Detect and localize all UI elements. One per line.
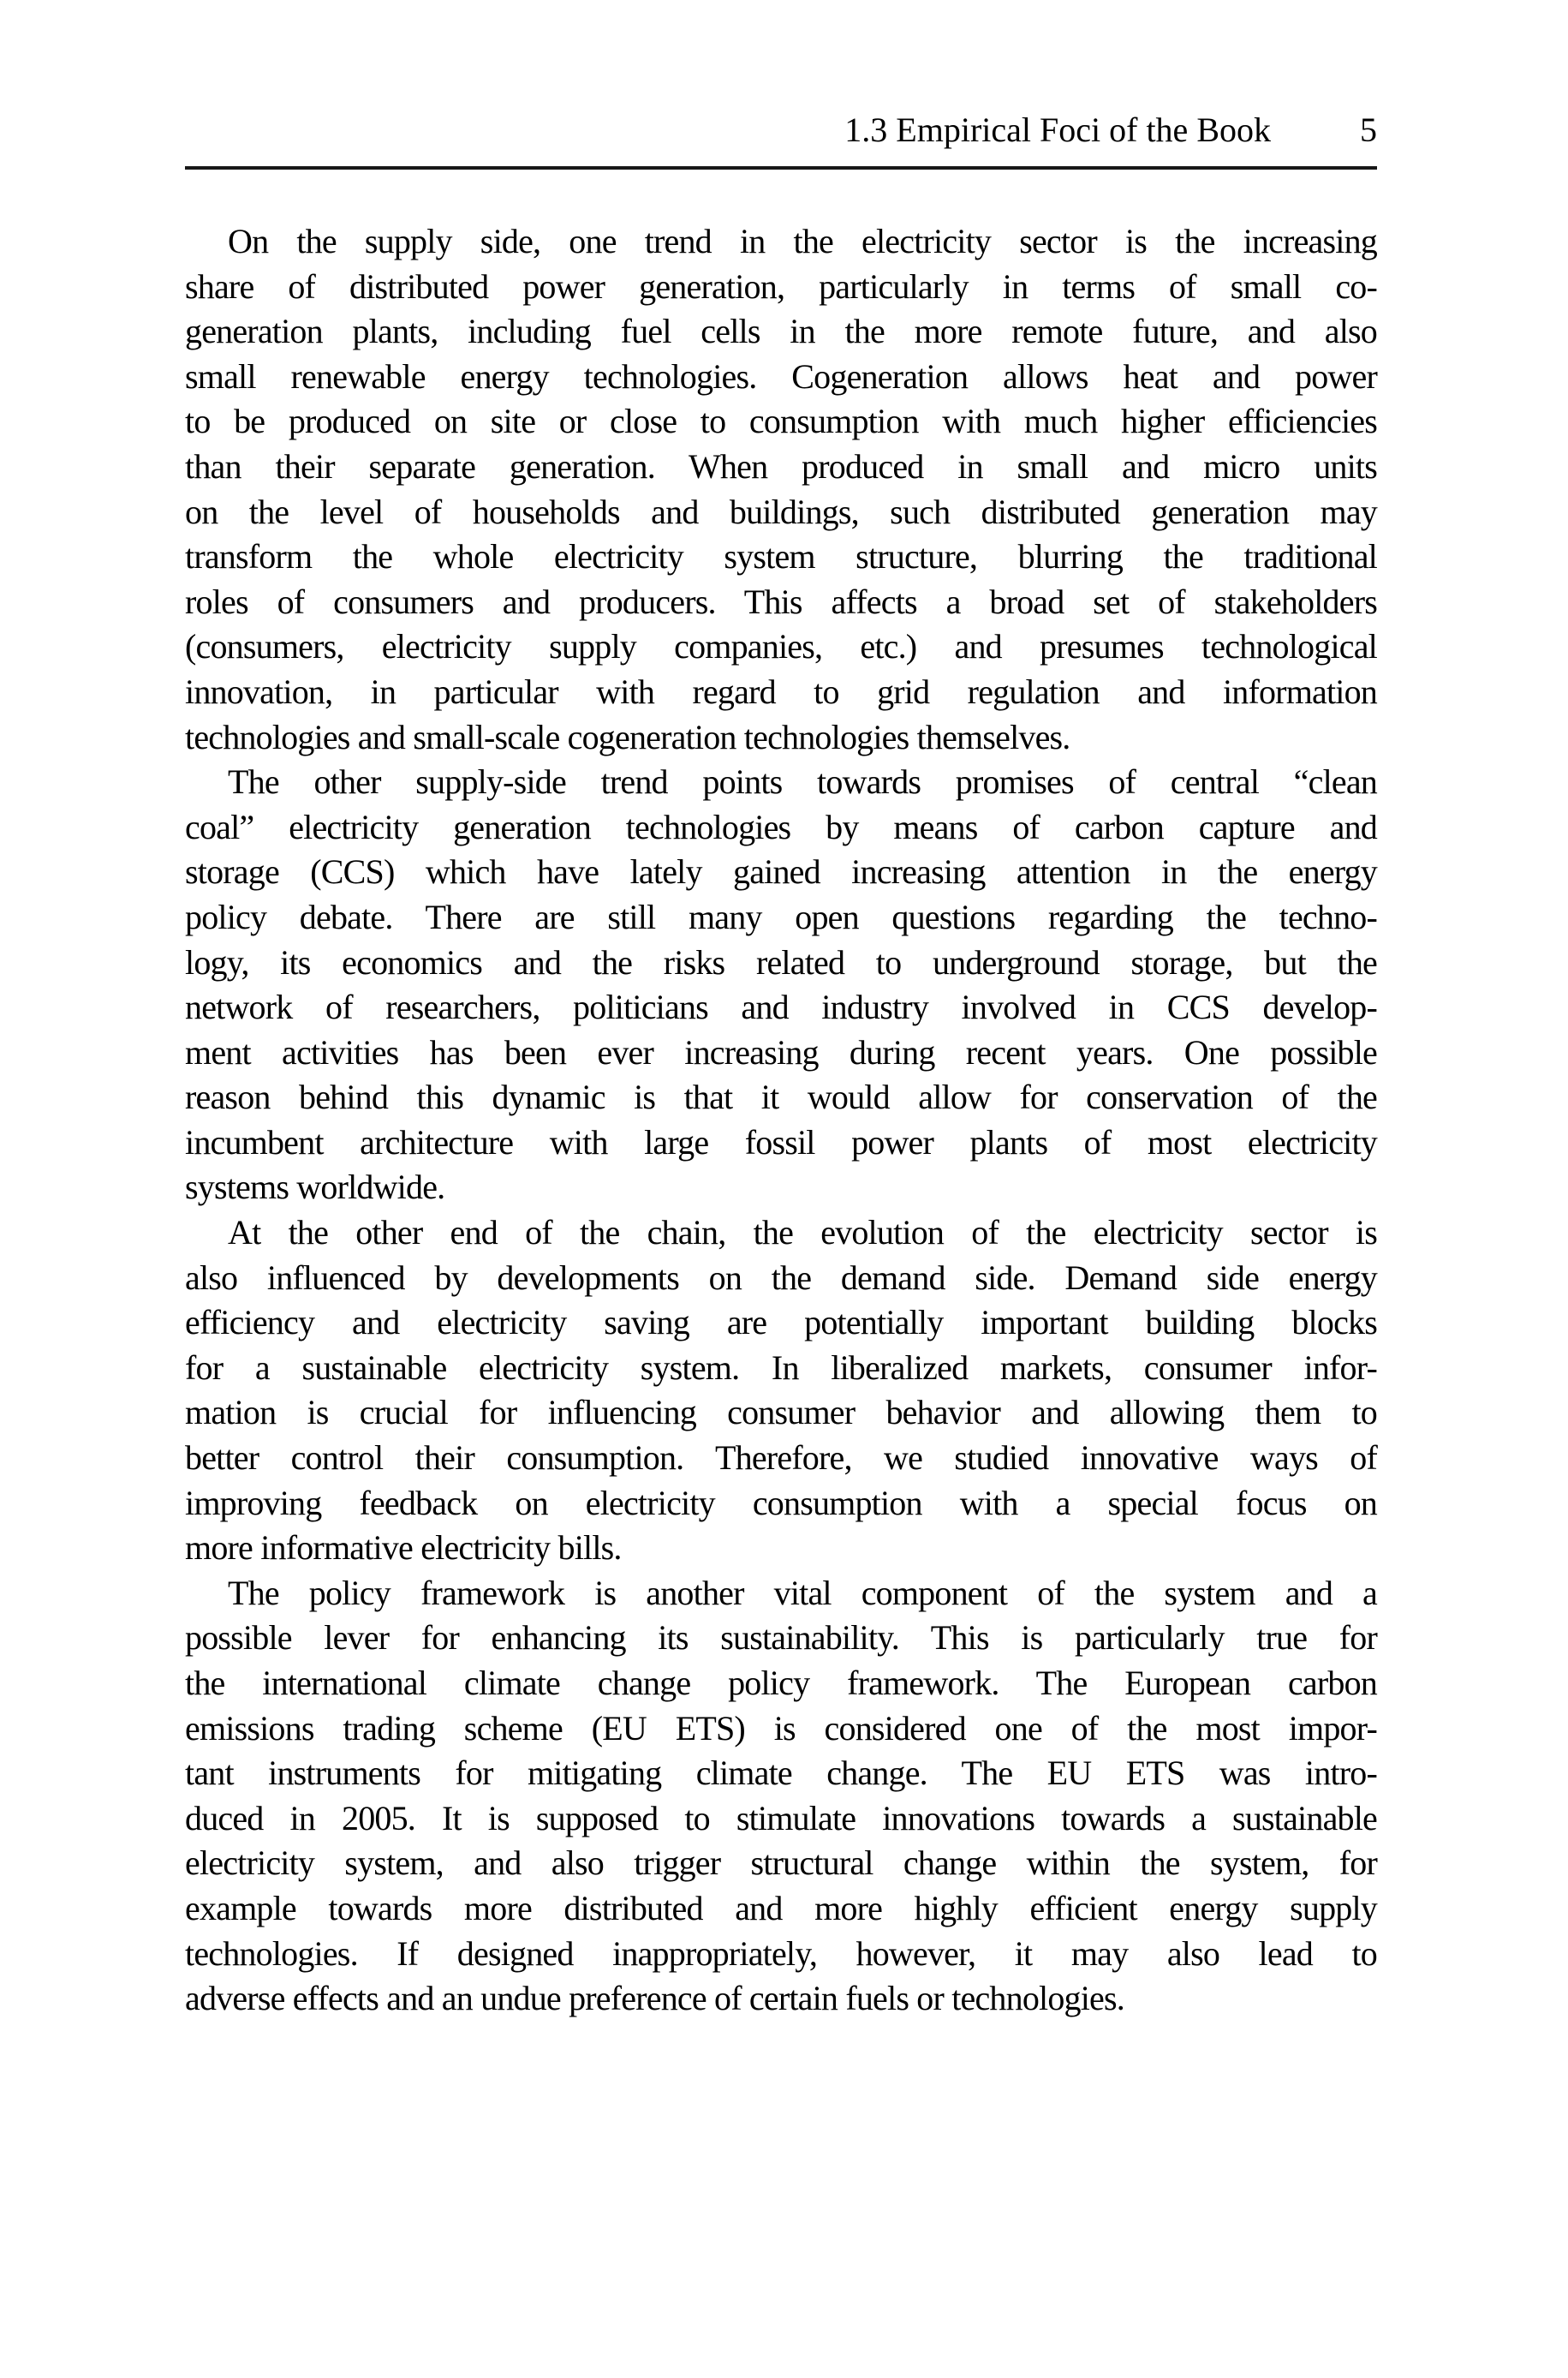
text-line: innovation, in particular with regard to grid regulation and information (185, 672, 1377, 711)
text-line: small renewable energy technologies. Cogeneration allows heat and power (185, 356, 1377, 396)
text-line: coal” electricity generation technologies by means of carbon capture and (185, 807, 1377, 846)
text-line: than their separate generation. When produced in small and micro units (185, 446, 1377, 486)
text-line: logy, its economics and the risks related to underground storage, but the (185, 942, 1377, 982)
header-rule (185, 166, 1377, 170)
running-head-title: 1.3 Empirical Foci of the Book (844, 111, 1271, 149)
text-line: network of researchers, politicians and industry involved in CCS develop- (185, 988, 1377, 1027)
text-line: generation plants, including fuel cells in the more remote future, and also (185, 312, 1377, 351)
text-line: on the level of households and buildings, such distributed generation may (185, 492, 1377, 531)
text-line: transform the whole electricity system structure, blurring the traditional (185, 537, 1377, 577)
text-line: duced in 2005. It is supposed to stimulate innovations towards a sustainable (185, 1798, 1377, 1837)
text-line: technologies and small-scale cogeneration technologies themselves. (185, 717, 1070, 756)
paragraph-1 (185, 219, 1377, 760)
text-line: example towards more distributed and more highly efficient energy supply (185, 1888, 1377, 1927)
text-line: systems worldwide. (185, 1168, 445, 1207)
text-line: reason behind this dynamic is that it would allow for conservation of the (185, 1078, 1377, 1117)
text-line: roles of consumers and producers. This affects a broad set of stakeholders (185, 582, 1377, 621)
text-line: adverse effects and an undue preference of certain fuels or technologies. (185, 1979, 1124, 2018)
page-body (185, 219, 1377, 2022)
text-line: efficiency and electricity saving are potentially important building blocks (185, 1303, 1377, 1342)
page-number: 5 (1360, 111, 1377, 149)
text-line: The policy framework is another vital component of the system and a (228, 1573, 1377, 1612)
text-line: policy debate. There are still many open questions regarding the techno- (185, 897, 1377, 936)
text-line: At the other end of the chain, the evolution of the electricity sector is (228, 1213, 1377, 1252)
text-line: for a sustainable electricity system. In liberalized markets, consumer infor- (185, 1347, 1377, 1387)
paragraph-3 (185, 1210, 1377, 1571)
text-line: mation is crucial for influencing consumer behavior and allowing them to (185, 1393, 1377, 1432)
text-line: The other supply-side trend points towards promises of central “clean (228, 762, 1377, 802)
paragraph-4 (185, 1571, 1377, 2022)
text-line: incumbent architecture with large fossil power plants of most electricity (185, 1122, 1377, 1162)
text-line: share of distributed power generation, particularly in terms of small co- (185, 266, 1377, 306)
text-line: ment activities has been ever increasing during recent years. One possible (185, 1032, 1377, 1072)
running-head (185, 111, 1377, 150)
text-line: emissions trading scheme (EU ETS) is considered one of the most impor- (185, 1708, 1377, 1748)
text-line: technologies. If designed inappropriately, however, it may also lead to (185, 1933, 1377, 1973)
text-line: possible lever for enhancing its sustainability. This is particularly true for (185, 1618, 1377, 1658)
text-line: also influenced by developments on the demand side. Demand side energy (185, 1258, 1377, 1297)
text-line: better control their consumption. Therefore, we studied innovative ways of (185, 1438, 1377, 1478)
text-line: the international climate change policy framework. The European carbon (185, 1664, 1377, 1702)
text-line: to be produced on site or close to consumption with much higher efficiencies (185, 402, 1377, 441)
text-line: On the supply side, one trend in the electricity sector is the increasing (228, 222, 1377, 260)
text-line: improving feedback on electricity consumption with a special focus on (185, 1483, 1377, 1522)
text-line: storage (CCS) which have lately gained increasing attention in the energy (185, 852, 1377, 892)
text-line: tant instruments for mitigating climate change. The EU ETS was intro- (185, 1754, 1377, 1793)
paragraph-2 (185, 760, 1377, 1210)
text-line: (consumers, electricity supply companies, etc.) and presumes technological (185, 627, 1377, 666)
text-line: electricity system, and also trigger structural change within the system, for (185, 1843, 1377, 1883)
text-line: more informative electricity bills. (185, 1528, 622, 1568)
